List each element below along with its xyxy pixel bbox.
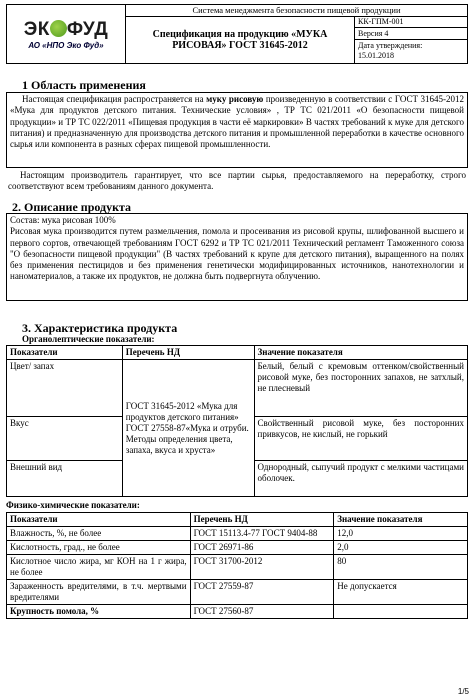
indicator-value: 80 bbox=[334, 555, 468, 580]
indicator-name: Вкус bbox=[7, 417, 123, 461]
column-header: Показатели bbox=[7, 513, 191, 527]
doc-code: КК-ГПМ-001 bbox=[358, 17, 404, 26]
indicator-value: Не допускается bbox=[334, 580, 468, 605]
normative-doc: ГОСТ 27560-87 bbox=[190, 605, 334, 619]
table-row bbox=[7, 555, 468, 580]
indicator-value: Однородный, сыпучий продукт с мелкими частицами оболочек. bbox=[254, 461, 467, 497]
table-row bbox=[7, 527, 468, 541]
doc-version: Версия 4 bbox=[355, 27, 467, 39]
normative-doc: ГОСТ 27559-87 bbox=[190, 580, 334, 605]
section-1-title: 1 Область применения bbox=[22, 78, 146, 92]
indicator-value: Свойственный рисовой муке, без посторонних привкусов, не кислый, не горький bbox=[254, 417, 467, 461]
spec-title: Спецификация на продукцию «МУКА РИСОВАЯ» ГОСТ 31645-2012 bbox=[126, 17, 355, 64]
indicator-value: 2,0 bbox=[334, 541, 468, 555]
product-description: Рисовая мука производится путем размельчения, помола и просеивания из рисовой крупы, шлифованной высшего и первого сортов, отвечающей требованиям ГОСТ 6292 и ТР ТС 021/2011 Технический регламент Таможенного союза "О безопасности пищевой продукции" (В частях требований к крупе для детского питания), выращенного на полях без применения пестицидов и без применения генетически модифицированных источников, нанотехнологии и наноматериалов, а также их продуктов, не должна быть подвергнута облучению. bbox=[10, 226, 464, 282]
approval-label: Дата утверждения: bbox=[358, 41, 423, 50]
table-row bbox=[7, 605, 468, 619]
document-header bbox=[6, 4, 468, 64]
indicator-name: Кислотность, град., не более bbox=[7, 541, 191, 555]
organoleptic-title: Органолептические показатели: bbox=[22, 334, 155, 344]
indicator-name: Зараженность вредителями, в т.ч. мертвыми вредителями bbox=[7, 580, 191, 605]
indicator-value: 12,0 bbox=[334, 527, 468, 541]
lettuce-logo-icon bbox=[50, 20, 67, 37]
indicator-value bbox=[334, 605, 468, 619]
normative-doc: ГОСТ 15113.4-77 ГОСТ 9404-88 bbox=[190, 527, 334, 541]
indicator-value: Белый, белый с кремовым оттенком/свойственный рисовой муке, без посторонних запахов, не затхлый, не плесневый bbox=[254, 360, 467, 417]
table-header-row bbox=[7, 513, 468, 527]
column-header: Перечень НД bbox=[190, 513, 334, 527]
section-1-guarantee: Настоящим производитель гарантирует, что все партии сырья, предоставляемого на переработку, строго соответствуют всем требованиям данного документа. bbox=[8, 170, 466, 192]
physicochemical-title: Физико-химические показатели: bbox=[6, 500, 140, 510]
table-row bbox=[7, 580, 468, 605]
approval-date: 15.01.2018 bbox=[358, 51, 394, 60]
indicator-name: Влажность, %, не более bbox=[7, 527, 191, 541]
column-header: Значение показателя bbox=[334, 513, 468, 527]
management-system: Система менеджмента безопасности пищевой продукции bbox=[126, 5, 468, 17]
table-row bbox=[7, 541, 468, 555]
table-header-row bbox=[7, 346, 468, 360]
normative-docs: ГОСТ 31645-2012 «Мука для продуктов детского питания» ГОСТ 27558-87«Мука и отруби. Методы определения цвета, запаха, вкуса и хруста» bbox=[122, 360, 254, 497]
section-3-title: 3. Характеристика продукта bbox=[22, 321, 178, 335]
doc-meta bbox=[355, 17, 468, 64]
section-2-title: 2. Описание продукта bbox=[12, 200, 132, 214]
organoleptic-table bbox=[6, 345, 468, 497]
company-name: АО «НПО Эко Фуд» bbox=[28, 40, 104, 50]
column-header: Перечень НД bbox=[122, 346, 254, 360]
composition: Состав: мука рисовая 100% bbox=[10, 215, 116, 225]
indicator-name: Внешний вид bbox=[7, 461, 123, 497]
normative-doc: ГОСТ 26971-86 bbox=[190, 541, 334, 555]
section-1-body: Настоящая спецификация распространяется на муку рисовую произведенную в соответствии с ГОСТ 31645-2012 «Мука для продуктов детского питания. Технические условия» , ТР ТС 021/2011 «О безопасности пищевой продукции» и ТР ТС 022/2011 «Пищевая продукция в части её маркировки» В частях требований к муке для детского питания) и предназначенную для производства детского питания и промышленной переработки в качестве основного сырья или компонента в разных сферах пищевой промышленности. bbox=[6, 92, 468, 168]
table-row bbox=[7, 360, 468, 417]
section-2-body bbox=[6, 213, 468, 301]
logo: ЭК ФУД АО «НПО Эко Фуд» bbox=[7, 5, 126, 64]
column-header: Показатели bbox=[7, 346, 123, 360]
indicator-name: Кислотное число жира, мг КОН на 1 г жира, не более bbox=[7, 555, 191, 580]
physicochemical-table bbox=[6, 512, 468, 619]
indicator-name: Крупность помола, % bbox=[7, 605, 191, 619]
indicator-name: Цвет/ запах bbox=[7, 360, 123, 417]
page-number: 1/5 bbox=[457, 687, 469, 696]
column-header: Значение показателя bbox=[254, 346, 467, 360]
normative-doc: ГОСТ 31700-2012 bbox=[190, 555, 334, 580]
